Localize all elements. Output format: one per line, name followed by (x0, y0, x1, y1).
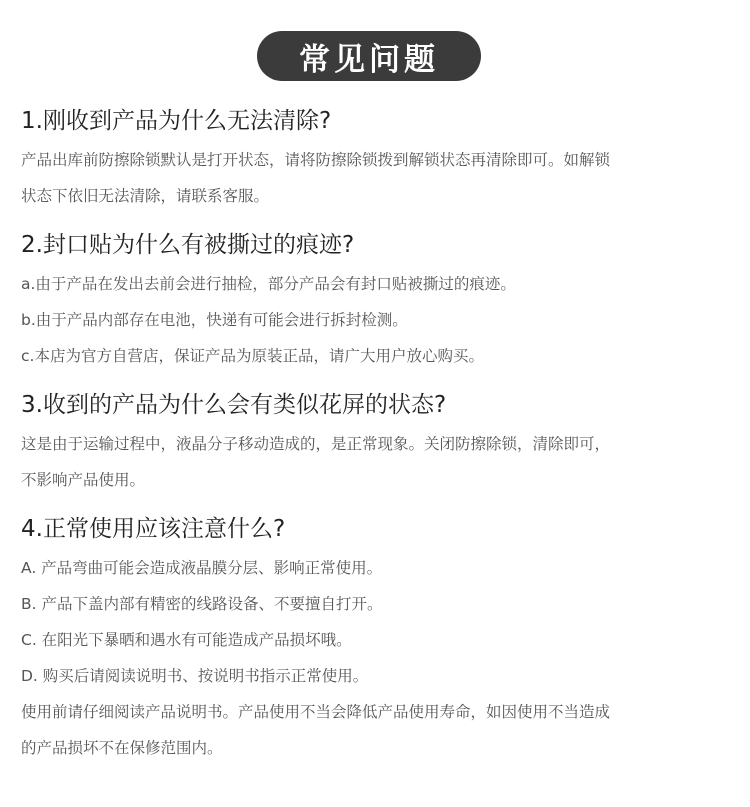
page-title (257, 31, 481, 81)
faq-answer-line: 产品出库前防擦除锁默认是打开状态，请将防擦除锁拨到解锁状态再清除即可。如解锁 (21, 151, 611, 169)
faq-section-2 (21, 229, 736, 374)
faq-answer-line: D. 购买后请阅读说明书、按说明书指示正常使用。 (21, 667, 369, 685)
faq-question-2: 2.封口贴为什么有被撕过的痕迹? (21, 232, 355, 258)
faq-answer-line: 状态下依旧无法清除，请联系客服。 (21, 187, 270, 205)
faq-section-3 (21, 389, 736, 498)
faq-question-3: 3.收到的产品为什么会有类似花屏的状态? (21, 392, 447, 418)
faq-answer-line: b.由于产品内部存在电池，快递有可能会进行拆封检测。 (21, 311, 408, 329)
faq-answer-line: 这是由于运输过程中，液晶分子移动造成的，是正常现象。关闭防擦除锁，清除即可， (21, 435, 611, 453)
faq-answer-line: B. 产品下盖内部有精密的线路设备、不要擅自打开。 (21, 595, 383, 613)
faq-answer-line: 使用前请仔细阅读产品说明书。产品使用不当会降低产品使用寿命，如因使用不当造成 (21, 703, 611, 721)
faq-answer-line: A. 产品弯曲可能会造成液晶膜分层、影响正常使用。 (21, 559, 383, 577)
faq-content (21, 105, 736, 766)
faq-answer-line: 的产品损坏不在保修范围内。 (21, 739, 223, 757)
faq-answer-line: 不影响产品使用。 (21, 471, 146, 489)
faq-answer-line: c.本店为官方自营店，保证产品为原装正品，请广大用户放心购买。 (21, 347, 484, 365)
faq-answer-line: C. 在阳光下暴晒和遇水有可能造成产品损坏哦。 (21, 631, 352, 649)
page-title-text: 常见问题 (299, 41, 439, 78)
faq-question-1: 1.刚收到产品为什么无法清除? (21, 108, 332, 134)
faq-section-1 (21, 105, 736, 214)
faq-question-4: 4.正常使用应该注意什么? (21, 516, 286, 542)
faq-answer-line: a.由于产品在发出去前会进行抽检，部分产品会有封口贴被撕过的痕迹。 (21, 275, 516, 293)
faq-section-4 (21, 513, 736, 766)
